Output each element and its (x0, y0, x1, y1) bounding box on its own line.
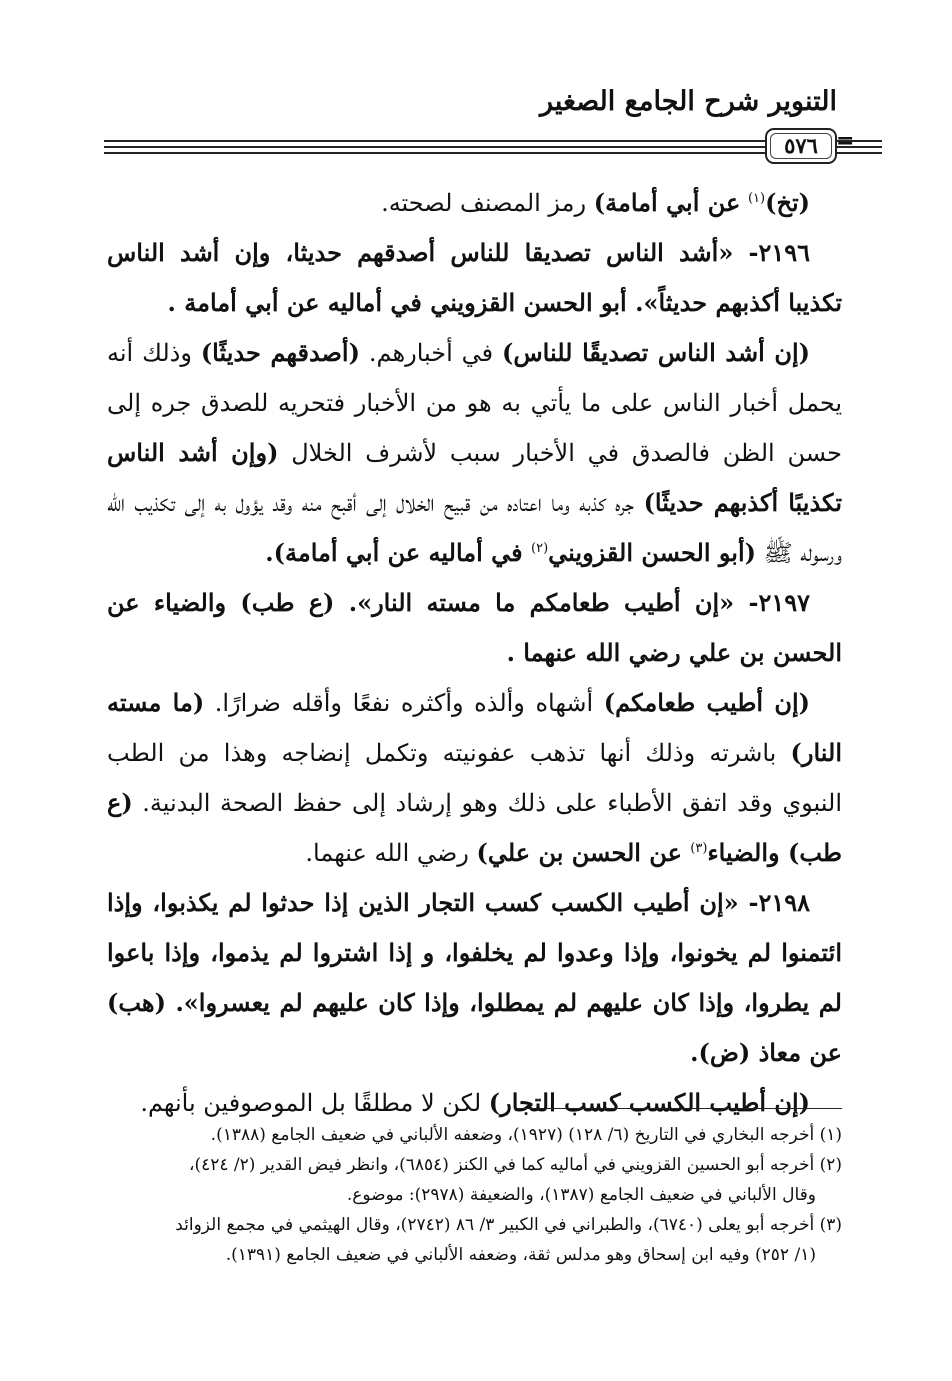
commentary-2197 (107, 678, 842, 878)
quoted-phrase: (وإن أشد الناس تكذيبًا أكذبهم حديثًا) (107, 438, 842, 517)
footnote-ref: (٢) (531, 541, 549, 556)
hadith-text: ٢١٩٧- «إن أطيب طعامكم ما مسته النار». (348, 588, 811, 617)
hadith-2198 (107, 878, 842, 1078)
footnote-ref: (٣) (690, 841, 708, 856)
quoted-phrase: عن الحسن بن علي) (476, 838, 691, 867)
quoted-phrase: (أصدقهم حديثًا) (200, 338, 360, 367)
hadith-2196 (107, 228, 842, 328)
quoted-phrase: (إن أشد الناس تصديقًا للناس) (502, 338, 811, 367)
commentary-text: جره كذبه وما اعتاده من قبيح الخلال إلى أقبح منه وقد يؤول به إلى تكذيب الله ورسوله ﷺ (107, 489, 842, 567)
narrator-text: عن أبي أمامة) (593, 188, 741, 217)
quoted-phrase: (إن أطيب الكسب كسب التجار) (488, 1088, 810, 1117)
quoted-phrase: (أبو الحسن القزويني (548, 538, 756, 567)
commentary-2196 (107, 328, 842, 578)
footnote-3: (٣) أخرجه أبو يعلى (٦٧٤٠)، والطبراني في الكبير ٣/ ٨٦ (٢٧٤٢)، وقال الهيثمي في مجمع الزوائد (175, 1215, 842, 1235)
footnote-ref: (١) (747, 191, 766, 206)
hadith-2197 (107, 578, 842, 678)
page-number-frame (770, 133, 832, 159)
hadith-text: ٢١٩٨- «إن أطيب الكسب كسب التجار الذين إذا حدثوا لم يكذبوا، وإذا ائتمنوا لم يخونوا، وإذا وعدوا لم يخلفوا، و إذا اشتروا لم يذموا، وإذا باعوا لم يطروا، وإذا كان عليهم لم يمطلوا، وإذا كان عليهم لم يعسروا». (107, 888, 842, 1017)
quoted-phrase: (ع طب) والضياء (107, 788, 842, 867)
quoted-phrase: (ما مسته النار) (107, 688, 842, 767)
commentary-text: في أخبارهم. (359, 339, 503, 367)
commentary-text: وذلك أنه يحمل أخبار الناس على ما يأتي به هو من الأخبار فتحريه للصدق جره إلى حسن الظن فالصدق في الأخبار سبب لأشرف الخلال (107, 339, 843, 467)
hadith-source: أبو الحسن القزويني في أماليه عن أبي أمامة . (167, 288, 636, 317)
footnote-2: (٢) أخرجه أبو الحسين القزويني في أماليه كما في الكنز (٦٨٥٤)، وانظر فيض القدير (٢/ ٤٢٤)، (188, 1155, 842, 1175)
footnote-1: (١) أخرجه البخاري في التاريخ (٦/ ١٢٨) (١٩٢٧)، وضعفه الألباني في ضعيف الجامع (١٣٨٨). (210, 1125, 842, 1145)
footnote-separator (517, 1108, 842, 1109)
source-code: (تخ) (765, 188, 810, 217)
commentary-text: أشهاه وألذه وأكثره نفعًا وأقله ضرارًا. (204, 689, 604, 717)
footnote-2-continued: وقال الألباني في ضعيف الجامع (١٣٨٧)، والضعيفة (٢٩٧٨): موضوع. (346, 1185, 816, 1205)
quoted-phrase: في أماليه عن أبي أمامة). (265, 538, 531, 567)
commentary-text: باشرته وذلك أنها تذهب عفونيته وتكمل إنضاجه وهذا من الطب النبوي وقد اتفق الأطباء على ذلك وهو إرشاد إلى حفظ الصحة البدنية. (107, 739, 842, 817)
page-number-box (765, 128, 837, 164)
quoted-phrase: (إن أطيب طعامكم) (603, 688, 810, 717)
paragraph-source-note (107, 178, 842, 228)
hadith-source: (ع طب) والضياء عن الحسن بن علي رضي الله عنهما . (107, 588, 842, 667)
commentary-text: رمز المصنف لصحته. (381, 189, 594, 217)
hadith-text: ٢١٩٦- «أشد الناس تصديقا للناس أصدقهم حديثا، وإن أشد الناس تكذيبا أكذبهم حديثاً». (107, 238, 842, 317)
header-mark: = (836, 128, 855, 154)
footnote-3-continued: (١/ ٢٥٢) وفيه ابن إسحاق وهو مدلس ثقة، وضعفه الألباني في ضعيف الجامع (١٣٩١). (225, 1245, 816, 1265)
commentary-text: رضي الله عنهما. (305, 839, 477, 867)
hadith-source: (هب) عن معاذ (ض). (107, 988, 842, 1067)
book-title: التنوير شرح الجامع الصغير (540, 86, 837, 117)
main-text (107, 178, 842, 1128)
commentary-text: لكن لا مطلقًا بل الموصوفين بأنهم. (140, 1089, 489, 1117)
footnotes (107, 1120, 842, 1270)
page-number: ٥٧٦ (784, 133, 818, 158)
